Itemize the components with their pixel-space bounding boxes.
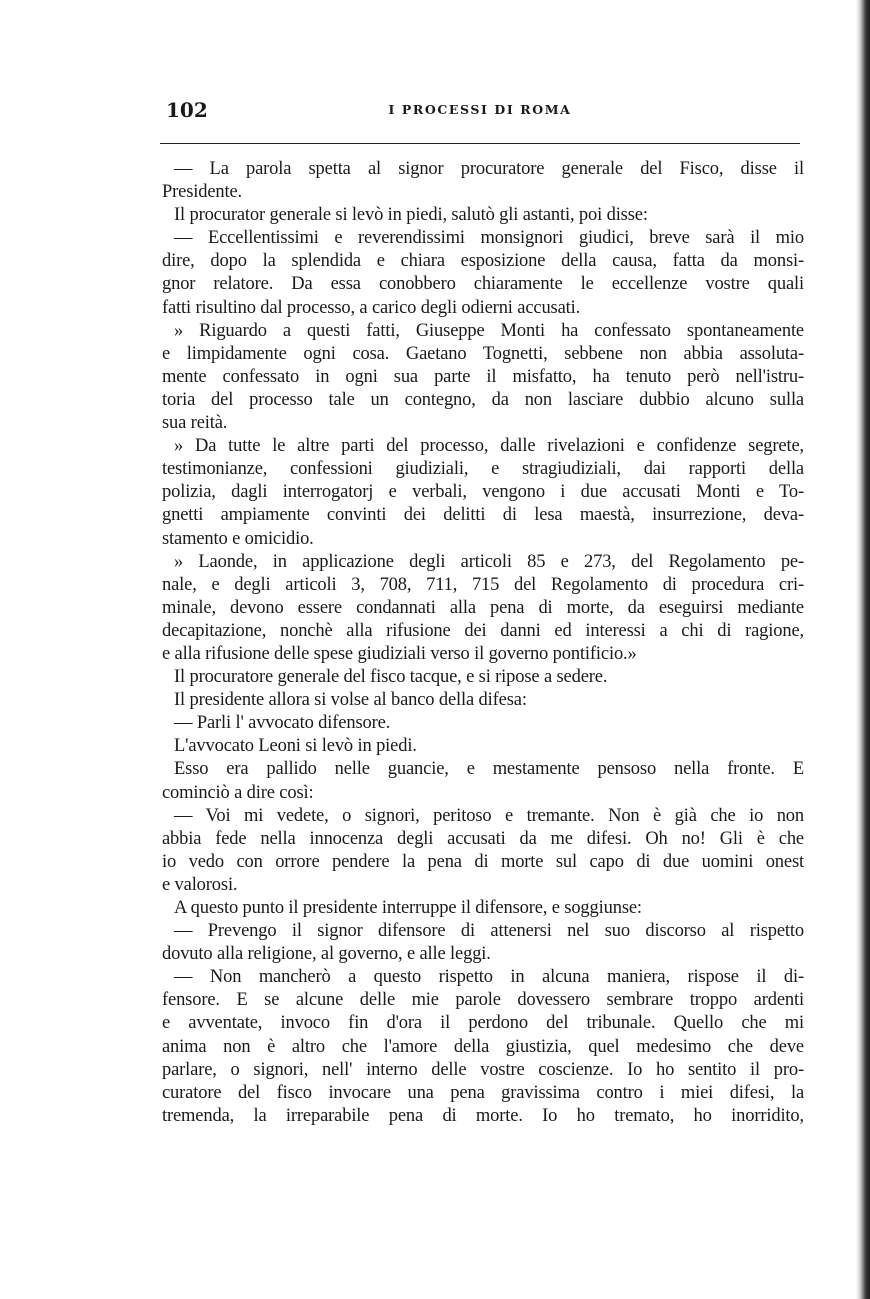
text-line: — Voi mi vedete, o signori, peritoso e tremante. Non è già che io non (174, 805, 804, 826)
page-header (160, 98, 800, 122)
page-number: 102 (166, 98, 208, 122)
text-line: e alla rifusione delle spese giudiziali verso il governo pontificio.» (162, 643, 637, 664)
text-line: parlare, o signori, nell' interno delle vostre coscienze. Io ho sentito il pro- (162, 1059, 804, 1080)
text-line: toria del processo tale un contegno, da non lasciare dubbio alcuno sulla (162, 389, 804, 410)
text-line: minale, devono essere condannati alla pena di morte, da eseguirsi mediante (162, 597, 804, 618)
text-line: gnor relatore. Da essa conobbero chiaramente le eccellenze vostre quali (162, 274, 804, 295)
text-line: L'avvocato Leoni si levò in piedi. (174, 736, 417, 757)
text-line: Presidente. (162, 182, 243, 203)
text-line: dovuto alla religione, al governo, e alle leggi. (162, 944, 491, 965)
text-line: — Parli l' avvocato difensore. (174, 713, 391, 734)
text-line: testimonianze, confessioni giudiziali, e stragiudiziali, dai rapporti della (162, 459, 804, 480)
text-line: stamento e omicidio. (162, 528, 314, 549)
text-line: » Da tutte le altre parti del processo, dalle rivelazioni e confidenze segrete, (174, 436, 804, 457)
text-line: e avventate, invoco fin d'ora il perdono del tribunale. Quello che mi (162, 1013, 804, 1034)
text-line: dire, dopo la splendida e chiara esposizione della causa, fatta da monsi- (162, 251, 804, 272)
text-line: — Non mancherò a questo rispetto in alcuna maniera, rispose il di- (174, 967, 804, 988)
text-line: Il presidente allora si volse al banco della difesa: (174, 690, 527, 711)
text-line: tremenda, la irreparabile pena di morte. Io ho tremato, ho inorridito, (162, 1105, 804, 1126)
text-line: e limpidamente ogni cosa. Gaetano Tognetti, sebbene non abbia assoluta- (162, 343, 804, 364)
text-line: — Eccellentissimi e reverendissimi monsignori giudici, breve sarà il mio (174, 228, 804, 249)
text-line: decapitazione, nonchè alla rifusione dei danni ed interessi a chi di ragione, (162, 620, 804, 641)
text-line: » Laonde, in applicazione degli articoli 85 e 273, del Regolamento pe- (174, 551, 804, 572)
text-line: anima non è altro che l'amore della giustizia, quel medesimo che deve (162, 1036, 804, 1057)
text-line: cominciò a dire così: (162, 782, 314, 803)
text-line: curatore del fisco invocare una pena gravissima contro i miei difesi, la (162, 1082, 804, 1103)
text-line: » Riguardo a questi fatti, Giuseppe Monti ha confessato spontaneamente (174, 320, 804, 341)
text-line: — Prevengo il signor difensore di attenersi nel suo discorso al rispetto (174, 921, 804, 942)
text-line: Il procurator generale si levò in piedi, salutò gli astanti, poi disse: (174, 205, 648, 226)
text-line: Il procuratore generale del fisco tacque, e si ripose a sedere. (174, 667, 608, 688)
header-rule (160, 143, 800, 144)
text-line: io vedo con orrore pendere la pena di morte sul capo di due uomini onest (162, 851, 804, 872)
text-line: fatti risultino dal processo, a carico degli odierni accusati. (162, 297, 581, 318)
page-edge-shadow (856, 0, 870, 1299)
text-line: polizia, dagli interrogatorj e verbali, vengono i due accusati Monti e To- (162, 482, 804, 503)
text-line: e valorosi. (162, 874, 238, 895)
text-line: sua reità. (162, 413, 228, 434)
text-line: A questo punto il presidente interruppe il difensore, e soggiunse: (174, 898, 642, 918)
text-line: nale, e degli articoli 3, 708, 711, 715 del Regolamento di procedura cri- (162, 574, 804, 595)
text-line: — La parola spetta al signor procuratore generale del Fisco, disse il (174, 159, 804, 179)
text-line: mente confessato in ogni sua parte il misfatto, ha tenuto però nell'istru- (162, 366, 804, 387)
text-line: abbia fede nella innocenza degli accusati da me difesi. Oh no! Gli è che (162, 828, 804, 849)
running-head: I PROCESSI DI ROMA (388, 102, 572, 117)
text-line: fensore. E se alcune delle mie parole dovessero sembrare troppo ardenti (162, 990, 804, 1011)
text-line: Esso era pallido nelle guancie, e mestamente pensoso nella fronte. E (174, 759, 804, 780)
body-text (158, 158, 804, 1128)
text-line: gnetti ampiamente convinti dei delitti di lesa maestà, insurrezione, deva- (162, 505, 804, 526)
